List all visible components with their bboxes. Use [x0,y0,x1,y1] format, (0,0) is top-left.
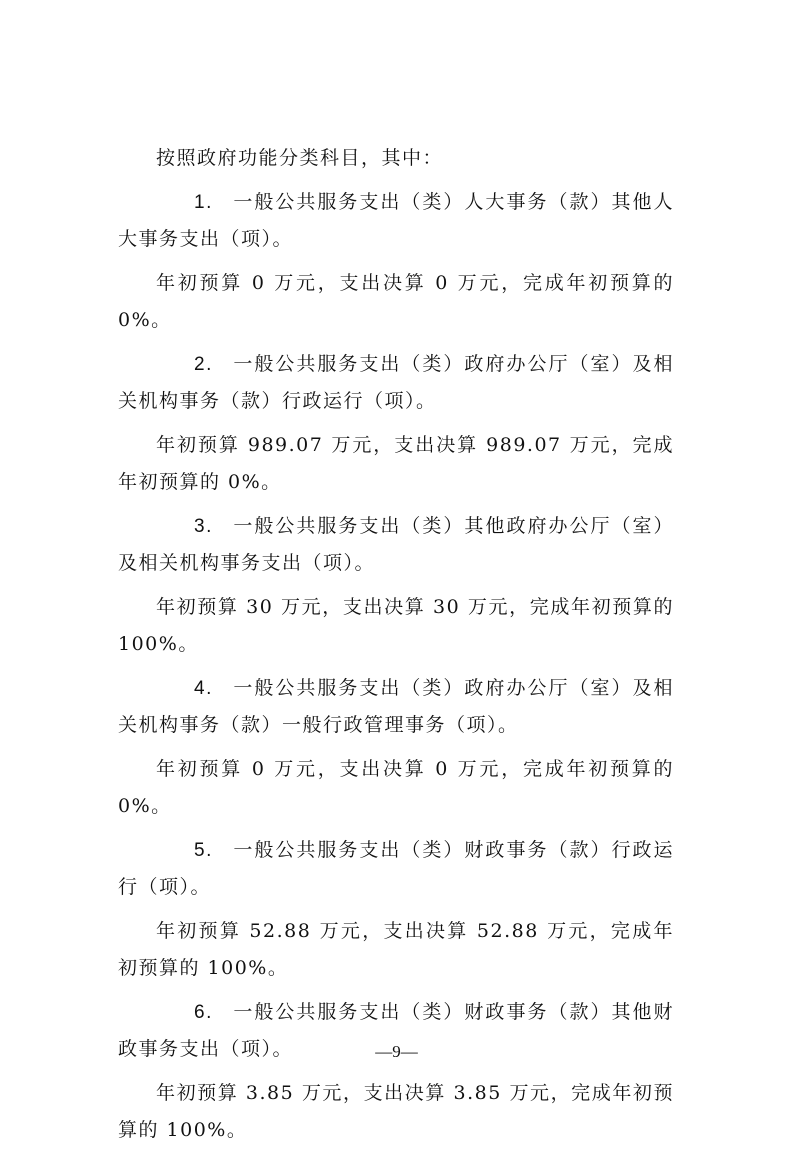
item-3-number: 3. [194,516,213,537]
document-body [118,140,674,1156]
intro-paragraph: 按照政府功能分类科目，其中： [156,147,444,169]
item-2-detail: 年初预算 989.07 万元，支出决算 989.07 万元，完成年初预算的 0%。 [118,434,674,493]
item-1-number: 1. [194,192,213,213]
item-1-title-text: 一般公共服务支出（类）人大事务（款）其他人大事务支出（项）。 [118,191,674,250]
item-2-title-text: 一般公共服务支出（类）政府办公厅（室）及相关机构事务（款）行政运行（项）。 [118,353,674,412]
item-4-number: 4. [194,678,213,699]
item-5-title-text: 一般公共服务支出（类）财政事务（款）行政运行（项）。 [118,839,674,898]
item-1-detail: 年初预算 0 万元，支出决算 0 万元，完成年初预算的 0%。 [118,272,674,331]
item-5-title [118,832,674,906]
item-4-title-text: 一般公共服务支出（类）政府办公厅（室）及相关机构事务（款）一般行政管理事务（项）。 [118,677,674,736]
page-number: —9— [375,1042,418,1061]
item-5-detail: 年初预算 52.88 万元，支出决算 52.88 万元，完成年初预算的 100%。 [118,920,674,979]
item-3-detail: 年初预算 30 万元，支出决算 30 万元，完成年初预算的 100%。 [118,596,674,655]
item-3-title-text: 一般公共服务支出（类）其他政府办公厅（室）及相关机构事务支出（项）。 [118,515,674,574]
item-6-number: 6. [194,1002,213,1023]
item-1-title [118,184,674,258]
item-3-title [118,508,674,582]
item-2-number: 2. [194,354,213,375]
item-4-title [118,670,674,744]
item-6-title-text: 一般公共服务支出（类）财政事务（款）其他财政事务支出（项）。 [118,1001,674,1060]
item-4-detail: 年初预算 0 万元，支出决算 0 万元，完成年初预算的 0%。 [118,758,674,817]
item-2-title [118,346,674,420]
item-6-detail: 年初预算 3.85 万元，支出决算 3.85 万元，完成年初预算的 100%。 [118,1082,674,1141]
item-5-number: 5. [194,840,213,861]
